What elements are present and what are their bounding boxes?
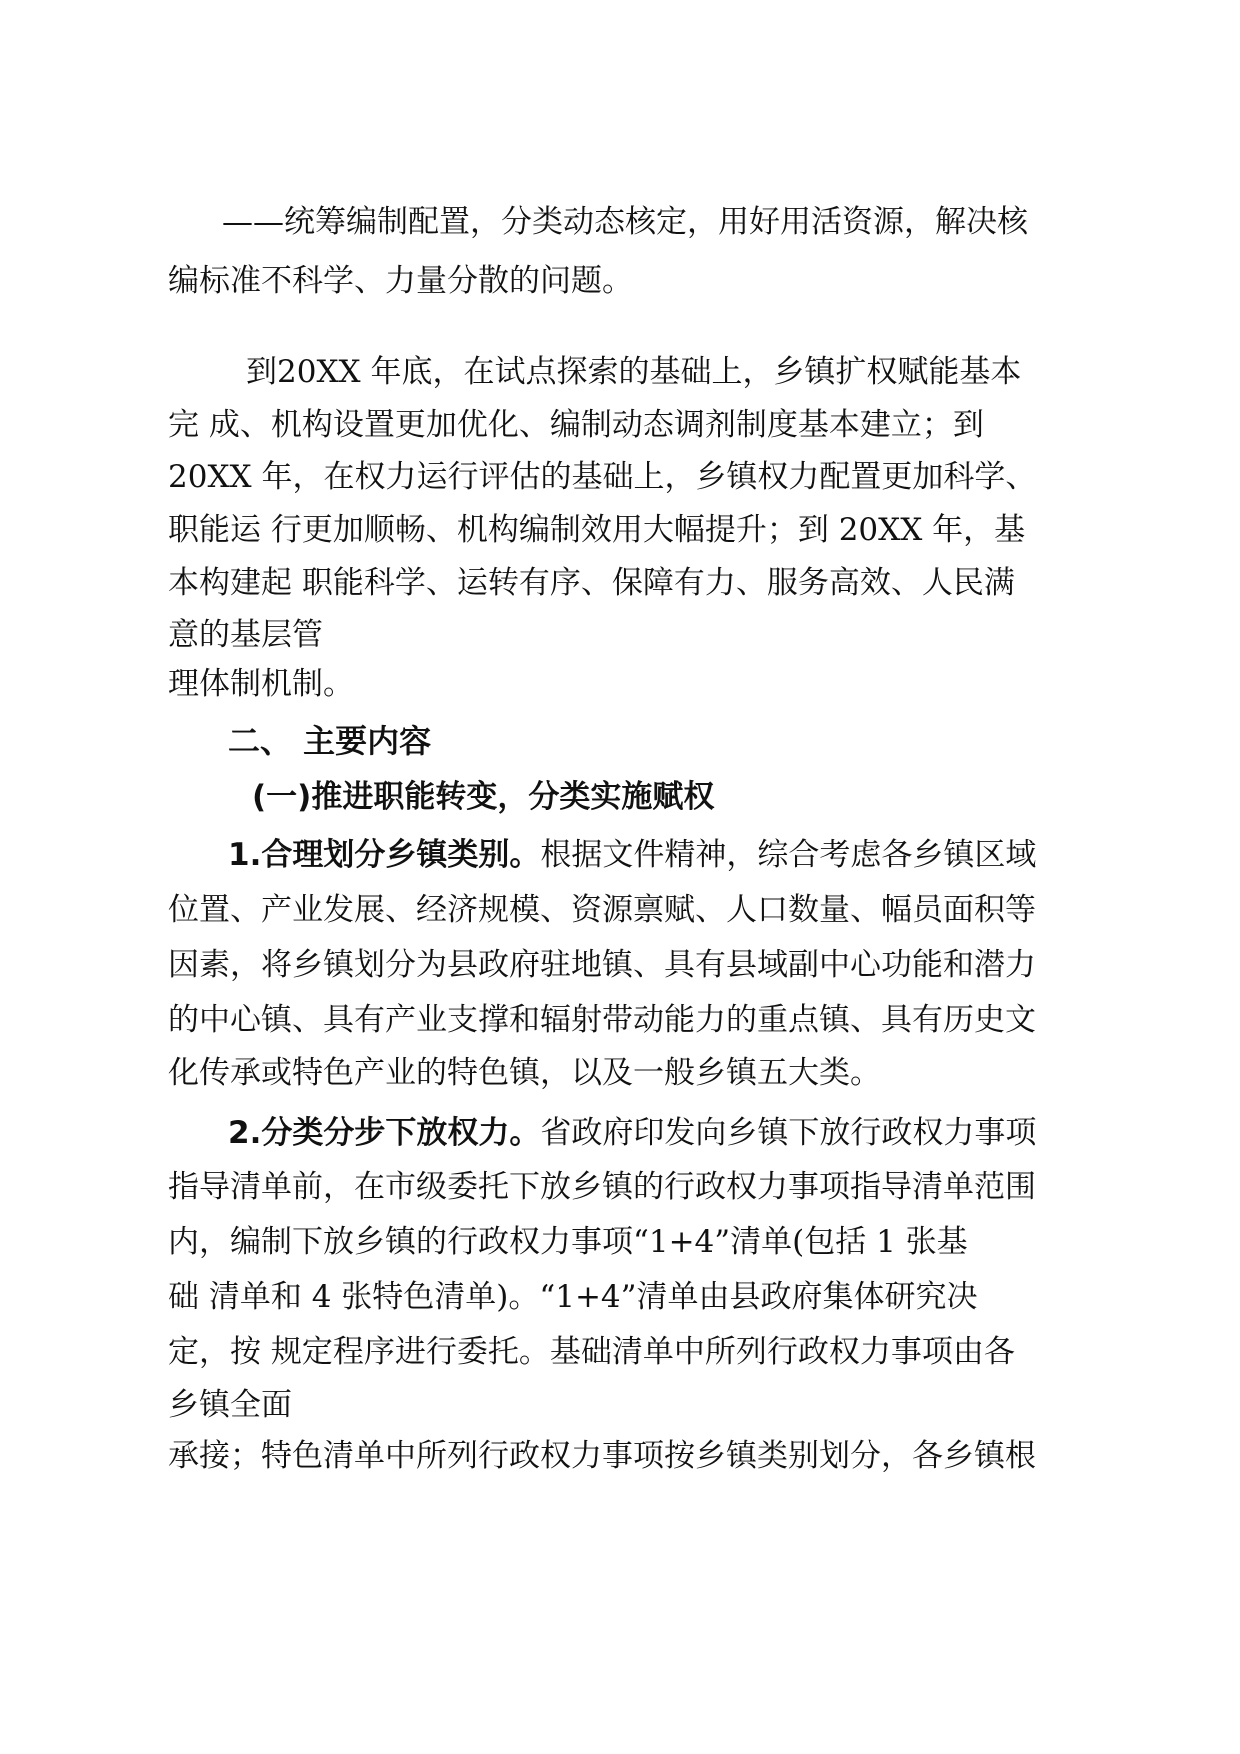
subsection-heading: (一)推进职能转变，分类实施赋权 <box>252 779 715 815</box>
text-line: 承接；特色清单中所列行政权力事项按乡镇类别划分，各乡镇根 <box>168 1438 1036 1474</box>
text-line: 编标准不科学、力量分散的问题。 <box>168 263 633 299</box>
paragraph-lead: 1.合理划分乡镇类别。 <box>228 837 541 873</box>
text-line: 定，按 规定程序进行委托。基础清单中所列行政权力事项由各 <box>168 1334 1015 1370</box>
text-line: 础 清单和 4 张特色清单)。“1+4”清单由县政府集体研究决 <box>168 1279 978 1315</box>
text-line: 指导清单前，在市级委托下放乡镇的行政权力事项指导清单范围 <box>168 1169 1036 1205</box>
text-line: 化传承或特色产业的特色镇，以及一般乡镇五大类。 <box>168 1055 881 1091</box>
text-line: 意的基层管 <box>168 617 323 653</box>
text-line: 理体制机制。 <box>168 666 354 702</box>
text-line: 到20XX 年底，在试点探索的基础上，乡镇扩权赋能基本 <box>246 354 1022 390</box>
text-line: 完 成、机构设置更加优化、编制动态调剂制度基本建立；到 <box>168 407 984 443</box>
text-line: 乡镇全面 <box>168 1387 292 1423</box>
paragraph-text: 省政府印发向乡镇下放行政权力事项 <box>540 1115 1037 1151</box>
paragraph-text: 根据文件精神，综合考虑各乡镇区域 <box>540 837 1037 873</box>
text-line: 20XX 年，在权力运行评估的基础上，乡镇权力配置更加科学、 <box>168 459 1037 495</box>
text-line: ——统筹编制配置，分类动态核定，用好用活资源，解决核 <box>222 204 1028 240</box>
text-line: 因素，将乡镇划分为县政府驻地镇、具有县域副中心功能和潜力 <box>168 947 1036 983</box>
paragraph-first-line <box>228 1115 1037 1151</box>
text-line: 本构建起 职能科学、运转有序、保障有力、服务高效、人民满 <box>168 565 1015 601</box>
paragraph-first-line <box>228 837 1037 873</box>
text-line: 的中心镇、具有产业支撑和辐射带动能力的重点镇、具有历史文 <box>168 1002 1036 1038</box>
text-line: 位置、产业发展、经济规模、资源禀赋、人口数量、幅员面积等 <box>168 892 1036 928</box>
paragraph-lead: 2.分类分步下放权力。 <box>228 1115 541 1151</box>
text-line: 内，编制下放乡镇的行政权力事项“1+4”清单(包括 1 张基 <box>168 1224 968 1260</box>
text-line: 职能运 行更加顺畅、机构编制效用大幅提升；到 20XX 年，基 <box>168 512 1026 548</box>
section-heading: 二、 主要内容 <box>228 722 432 760</box>
